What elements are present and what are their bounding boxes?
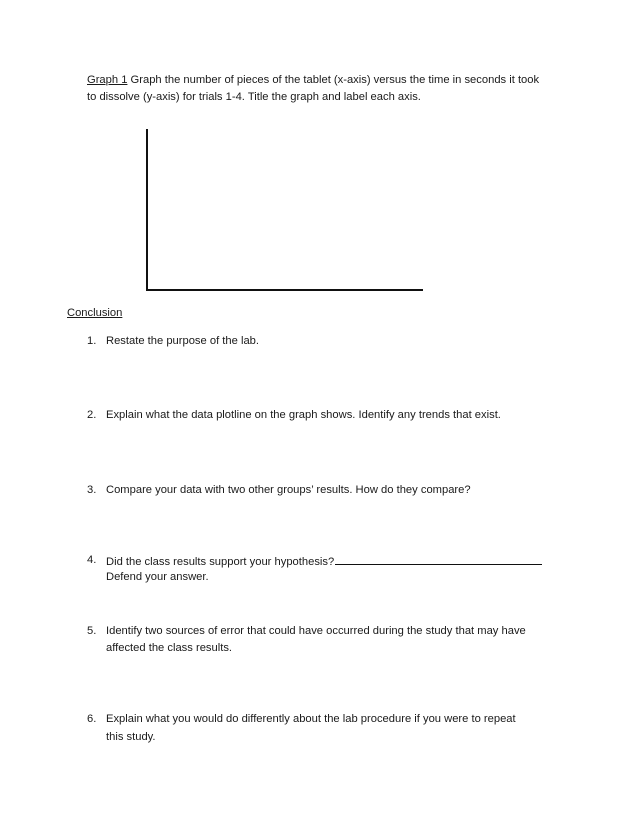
question-text-line-1: Identify two sources of error that could have occurred during the study that may have [106,625,526,637]
question-number: 6. [87,713,97,725]
graph-instructions-line-1 [87,74,539,86]
conclusion-heading: Conclusion [67,307,123,319]
answer-blank-line[interactable] [335,554,542,565]
graph-label: Graph 1 [87,74,128,86]
question-text-line-2: affected the class results. [106,642,233,654]
question-text: Did the class results support your hypothesis? [106,556,335,568]
question-text-line-2: Defend your answer. [106,571,209,583]
y-axis-line [146,129,148,290]
x-axis-line [146,289,423,291]
graph-instructions-text: Graph the number of pieces of the tablet (x-axis) versus the time in seconds it took [127,74,540,86]
question-text-line-2: this study. [106,731,156,743]
question-number: 1. [87,335,97,347]
question-text: Compare your data with two other groups’ results. How do they compare? [106,484,471,496]
question-number: 3. [87,484,97,496]
question-number: 4. [87,554,97,566]
graph-instructions-line-2: to dissolve (y-axis) for trials 1-4. Title the graph and label each axis. [87,91,421,103]
question-text-line-1 [106,554,542,568]
question-number: 2. [87,409,97,421]
question-text-line-1: Explain what you would do differently about the lab procedure if you were to repeat [106,713,516,725]
question-text: Restate the purpose of the lab. [106,335,259,347]
question-number: 5. [87,625,97,637]
question-text: Explain what the data plotline on the graph shows. Identify any trends that exist. [106,409,501,421]
